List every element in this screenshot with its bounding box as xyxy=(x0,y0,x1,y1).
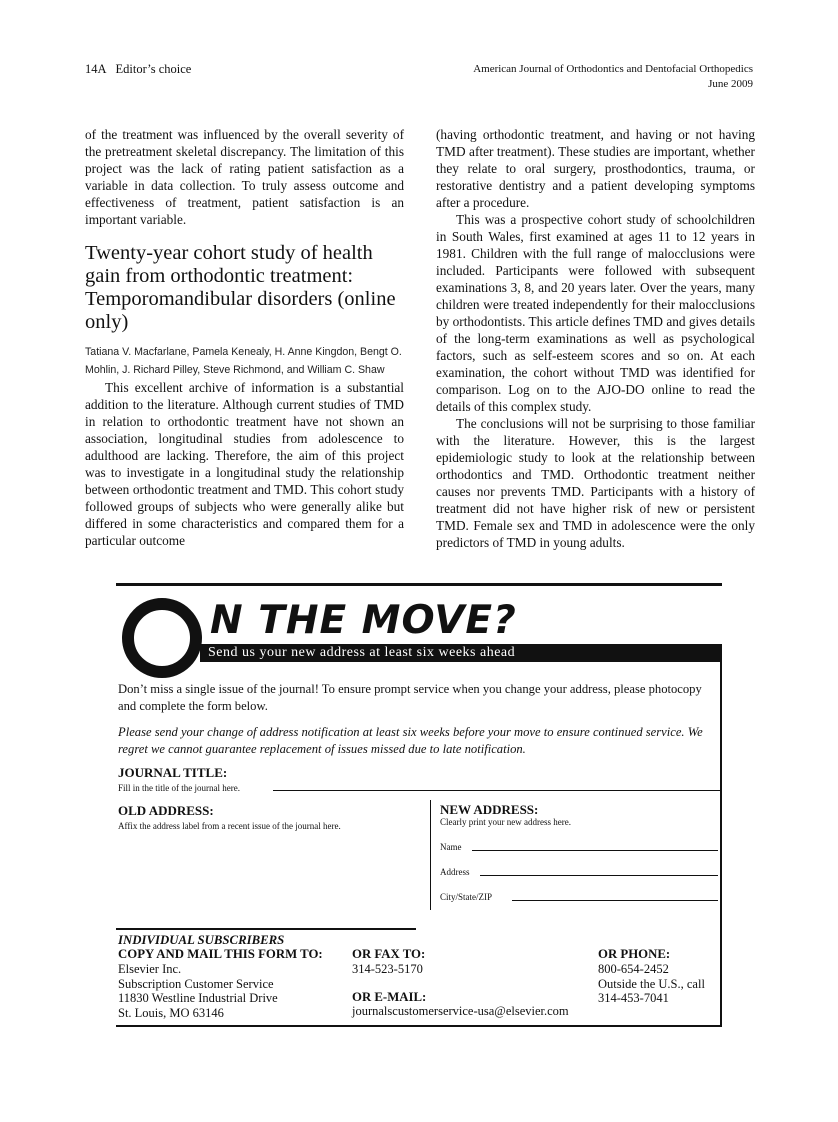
old-address-label: OLD ADDRESS: xyxy=(118,803,214,818)
running-header-right xyxy=(473,62,753,92)
address-divider xyxy=(430,800,431,910)
ad-bottom-border xyxy=(116,1025,722,1027)
city-state-zip-field[interactable] xyxy=(512,900,718,901)
new-address-hint: Clearly print your new address here. xyxy=(440,817,571,827)
left-column xyxy=(85,126,404,549)
phone-line: 314-453-7041 xyxy=(598,991,669,1006)
ad-paragraph-1: Don’t miss a single issue of the journal! To ensure prompt service when you change your address, please photocopy and complete the form below. xyxy=(118,682,702,713)
email-label: OR E-MAIL: xyxy=(352,990,427,1004)
mailing-address-line: Elsevier Inc. xyxy=(118,962,182,976)
email-address[interactable]: journalscustomerservice-usa@elsevier.com xyxy=(352,1004,569,1018)
article-title: Twenty-year cohort study of health gain from orthodontic treatment: Temporomandibular disorders (online only) xyxy=(85,242,396,333)
individual-subscribers-heading: INDIVIDUAL SUBSCRIBERS xyxy=(118,933,285,947)
city-state-zip-label: City/State/ZIP xyxy=(440,892,493,902)
new-address-label: NEW ADDRESS: xyxy=(440,802,539,817)
ad-right-border xyxy=(720,660,722,1027)
mailing-address-line: 11830 Westline Industrial Drive xyxy=(118,991,278,1006)
article-authors: Tatiana V. Macfarlane, Pamela Kenealy, H. Anne Kingdon, Bengt O. Mohlin, J. Richard Pilley, Steve Richmond, and William C. Shaw xyxy=(85,346,402,376)
page-number: 14A xyxy=(85,62,107,76)
right-intro-paragraph: (having orthodontic treatment, and having or not having TMD after treatment). These studies are important, whether they relate to oral surgery, prosthodontics, trauma, or restorative dentistry and a patient developing symptoms after a procedure. xyxy=(436,127,755,210)
mailing-address-line: St. Louis, MO 63146 xyxy=(118,1005,224,1020)
fax-number: 314-523-5170 xyxy=(352,962,423,976)
ad-banner: Send us your new address at least six weeks ahead xyxy=(200,644,722,662)
journal-title-hint: Fill in the title of the journal here. xyxy=(118,783,240,793)
mailing-address xyxy=(118,962,278,1020)
left-intro-paragraph: of the treatment was influenced by the overall severity of the pretreatment skeletal discrepancy. The limitation of this project was the lack of rating patient satisfaction as a variable in data collection. To truly assess outcome and effectiveness of treatment, patient satisfaction is an important variable. xyxy=(85,127,404,227)
phone-info xyxy=(598,962,705,1006)
right-column xyxy=(436,126,755,551)
subscriber-rule xyxy=(116,928,416,930)
mailing-address-line: Subscription Customer Service xyxy=(118,976,274,991)
journal-title-label: JOURNAL TITLE: xyxy=(118,765,228,780)
name-label: Name xyxy=(440,842,462,852)
copy-mail-heading: COPY AND MAIL THIS FORM TO: xyxy=(118,947,323,961)
big-o-logo xyxy=(122,598,202,678)
fax-label: OR FAX TO: xyxy=(352,947,426,961)
right-paragraph-3: The conclusions will not be surprising to those familiar with the literature. However, this is the largest epidemiologic study to look at the relationship between orthodontics and TMD. Orthodontic treatment neither causes nor prevents TMD. Participants with a history of treatment did not have higher risk of new or persistent TMD. Female sex and TMD in adolescence were the only predictors of TMD in young adults. xyxy=(436,416,755,550)
issue-date: June 2009 xyxy=(708,78,753,90)
ad-top-rule xyxy=(116,583,722,586)
address-label: Address xyxy=(440,867,470,877)
address-field[interactable] xyxy=(480,875,718,876)
phone-line: 800-654-2452 xyxy=(598,962,669,976)
name-field[interactable] xyxy=(472,850,718,851)
phone-label: OR PHONE: xyxy=(598,947,671,961)
journal-title-field[interactable] xyxy=(273,790,720,791)
ad-title: N THE MOVE? xyxy=(210,598,517,643)
ad-paragraph-2: Please send your change of address notification at least six weeks before your move to ensure continued service. We regret we cannot guarantee replacement of issues missed due to late notification. xyxy=(118,725,703,756)
right-paragraph-2: This was a prospective cohort study of schoolchildren in South Wales, first examined at ages 11 to 12 years in 1981. Children with the full range of malocclusions were included. Participants were followed with subsequent examinations 3, 8, and 20 years later. Over the years, many children were treated independently for their malocclusions by orthodontists. This article defines TMD and gives details of the long-term examinations as well as psychological factors, such as self-esteem scores and so on. At each examination, the cohort without TMD was identified for comparison. Log on to the AJO-DO online to read the details of this complex study. xyxy=(436,212,755,414)
phone-line: Outside the U.S., call xyxy=(598,976,705,991)
running-header-left xyxy=(85,62,191,77)
old-address-hint: Affix the address label from a recent issue of the journal here. xyxy=(118,821,341,831)
left-body-paragraph: This excellent archive of information is a substantial addition to the literature. Although current studies of TMD in relation to orthodontic treatment have not shown an association, longitudinal studies from adolescence to adulthood are lacking. Therefore, the aim of this project was to investigate in a longitudinal study the relationship between orthodontic treatment and TMD. This cohort study followed groups of subjects who were generally alike but differed in some characteristics and compared them for a particular outcome xyxy=(85,380,404,548)
section-name: Editor’s choice xyxy=(115,62,192,76)
journal-name: American Journal of Orthodontics and Dentofacial Orthopedics xyxy=(473,63,753,75)
